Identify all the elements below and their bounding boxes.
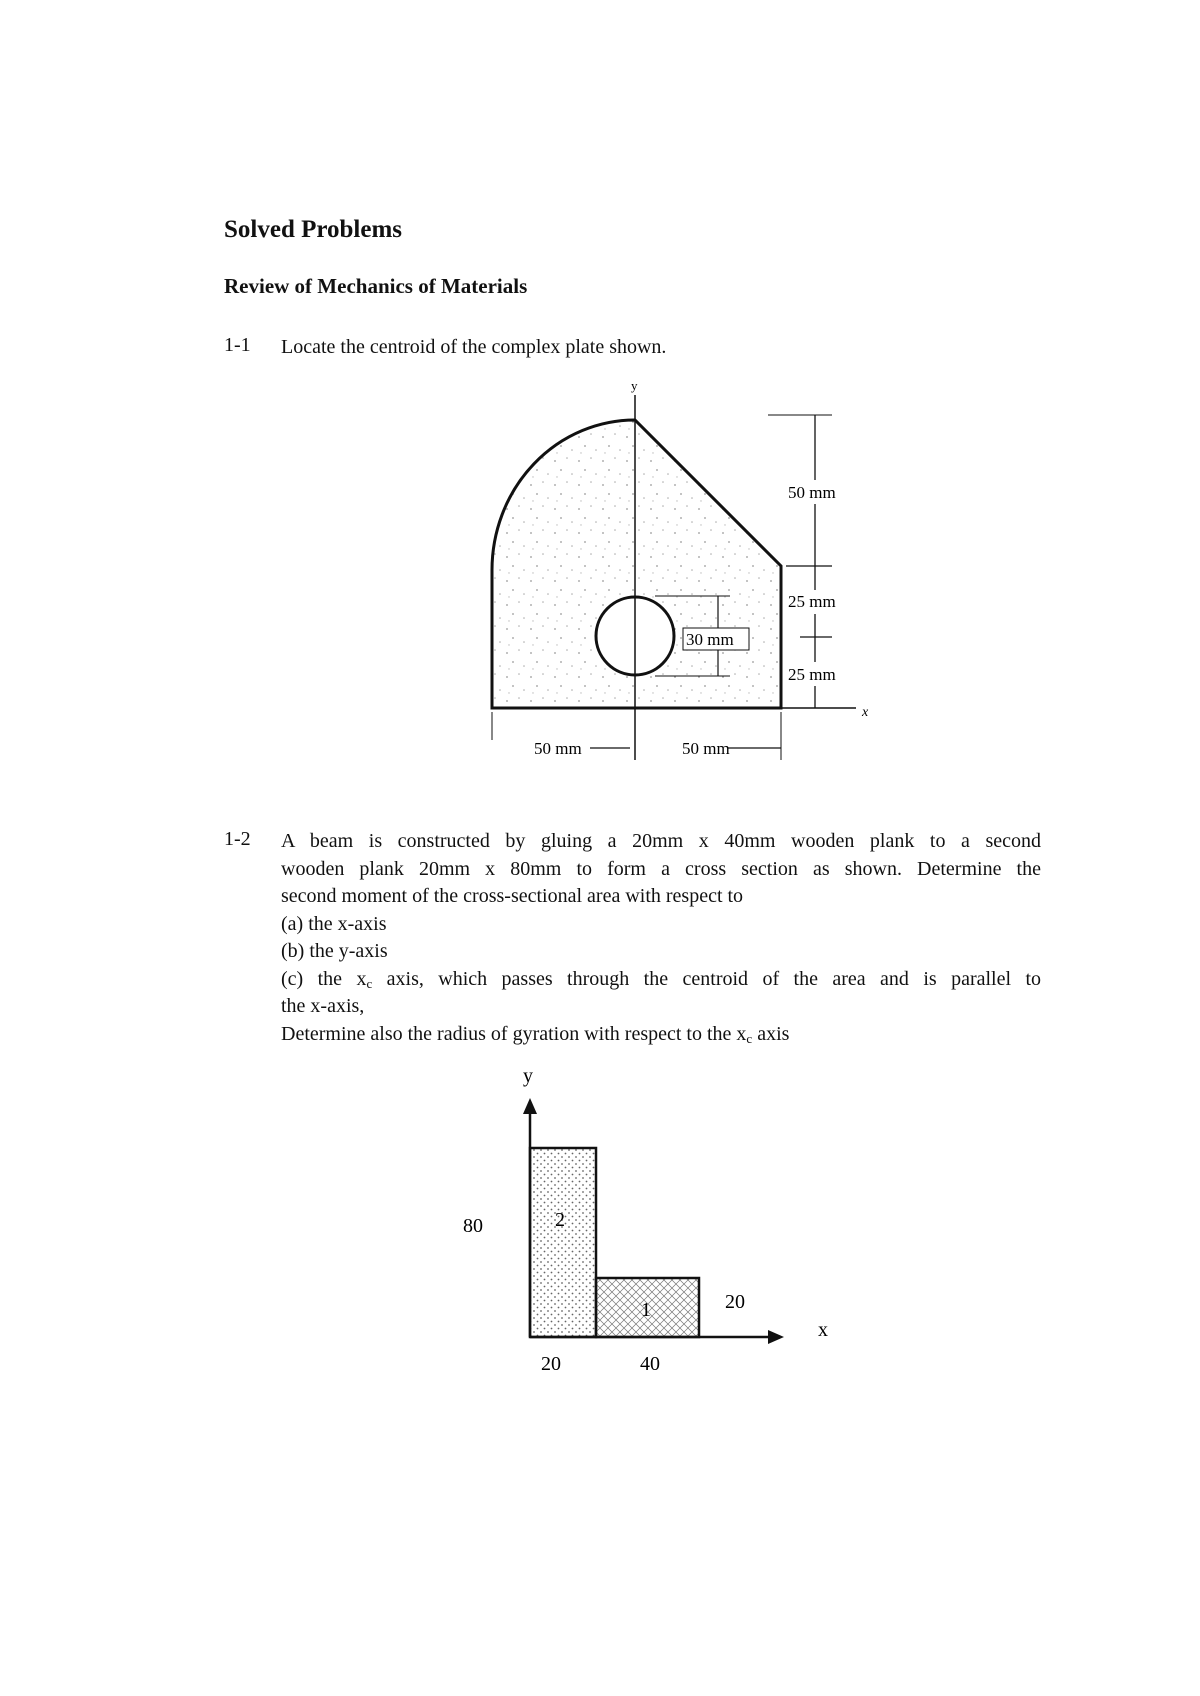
- problem-text-1-2: [281, 828, 1041, 1048]
- cs-y-arrow: [523, 1098, 537, 1114]
- dim-hole: 30 mm: [686, 630, 734, 649]
- closing-pre: Determine also the radius of gyration with respect to the x: [281, 1022, 747, 1045]
- item-c-sub: c: [366, 975, 373, 991]
- problem-number-1-1: 1-1: [224, 334, 251, 356]
- cs-width-right-label: 40: [640, 1353, 660, 1375]
- problem-number-1-2: 1-2: [224, 828, 251, 850]
- cs-x-arrow: [768, 1330, 784, 1344]
- dim-top-right: 50 mm: [788, 483, 836, 502]
- dim-right-bottom: 25 mm: [788, 665, 836, 684]
- closing-sub: c: [746, 1030, 753, 1046]
- problem-1-2-line-3: second moment of the cross-sectional area with respect to: [281, 885, 744, 907]
- y-axis-label: y: [631, 378, 638, 393]
- dim-bottom-right: 50 mm: [682, 739, 730, 758]
- dim-bottom-left: 50 mm: [534, 739, 582, 758]
- cs-rect1-label: 1: [641, 1299, 651, 1321]
- figure-complex-plate: [0, 0, 1200, 790]
- problem-1-2-item-a: (a) the x-axis: [281, 912, 387, 935]
- closing-post: axis: [752, 1022, 790, 1045]
- page-title: Solved Problems: [224, 216, 403, 243]
- item-c-post: axis, which passes through the centroid of the area and is parallel to: [372, 967, 1041, 990]
- problem-1-2-closing: [281, 1021, 1041, 1049]
- problem-1-2-line-2: wooden plank 20mm x 80mm to form a cross section as shown. Determine the: [281, 857, 1041, 880]
- x-axis-label: x: [862, 705, 869, 720]
- figure-cross-section: [0, 1050, 1200, 1390]
- cs-thickness-label: 20: [725, 1291, 745, 1313]
- problem-1-1-statement: Locate the centroid of the complex plate shown.: [281, 336, 667, 358]
- problem-1-2-item-c-line-2: the x-axis,: [281, 995, 365, 1017]
- cs-x-axis-label: x: [818, 1319, 828, 1341]
- cs-y-axis-label: y: [523, 1065, 533, 1087]
- cs-rect2-label: 2: [555, 1209, 565, 1231]
- dim-right-middle: 25 mm: [788, 592, 836, 611]
- problem-1-2-item-b: (b) the y-axis: [281, 940, 388, 962]
- plank-2-rect: [530, 1148, 596, 1337]
- item-c-pre: (c) the x: [281, 967, 367, 990]
- section-heading: Review of Mechanics of Materials: [224, 274, 528, 298]
- cs-width-left-label: 20: [541, 1353, 561, 1375]
- problem-1-2-item-c: [281, 966, 1041, 994]
- problem-1-2-line-1: A beam is constructed by gluing a 20mm x 40mm wooden plank to a second: [281, 830, 1041, 852]
- cs-height-label: 80: [463, 1215, 483, 1237]
